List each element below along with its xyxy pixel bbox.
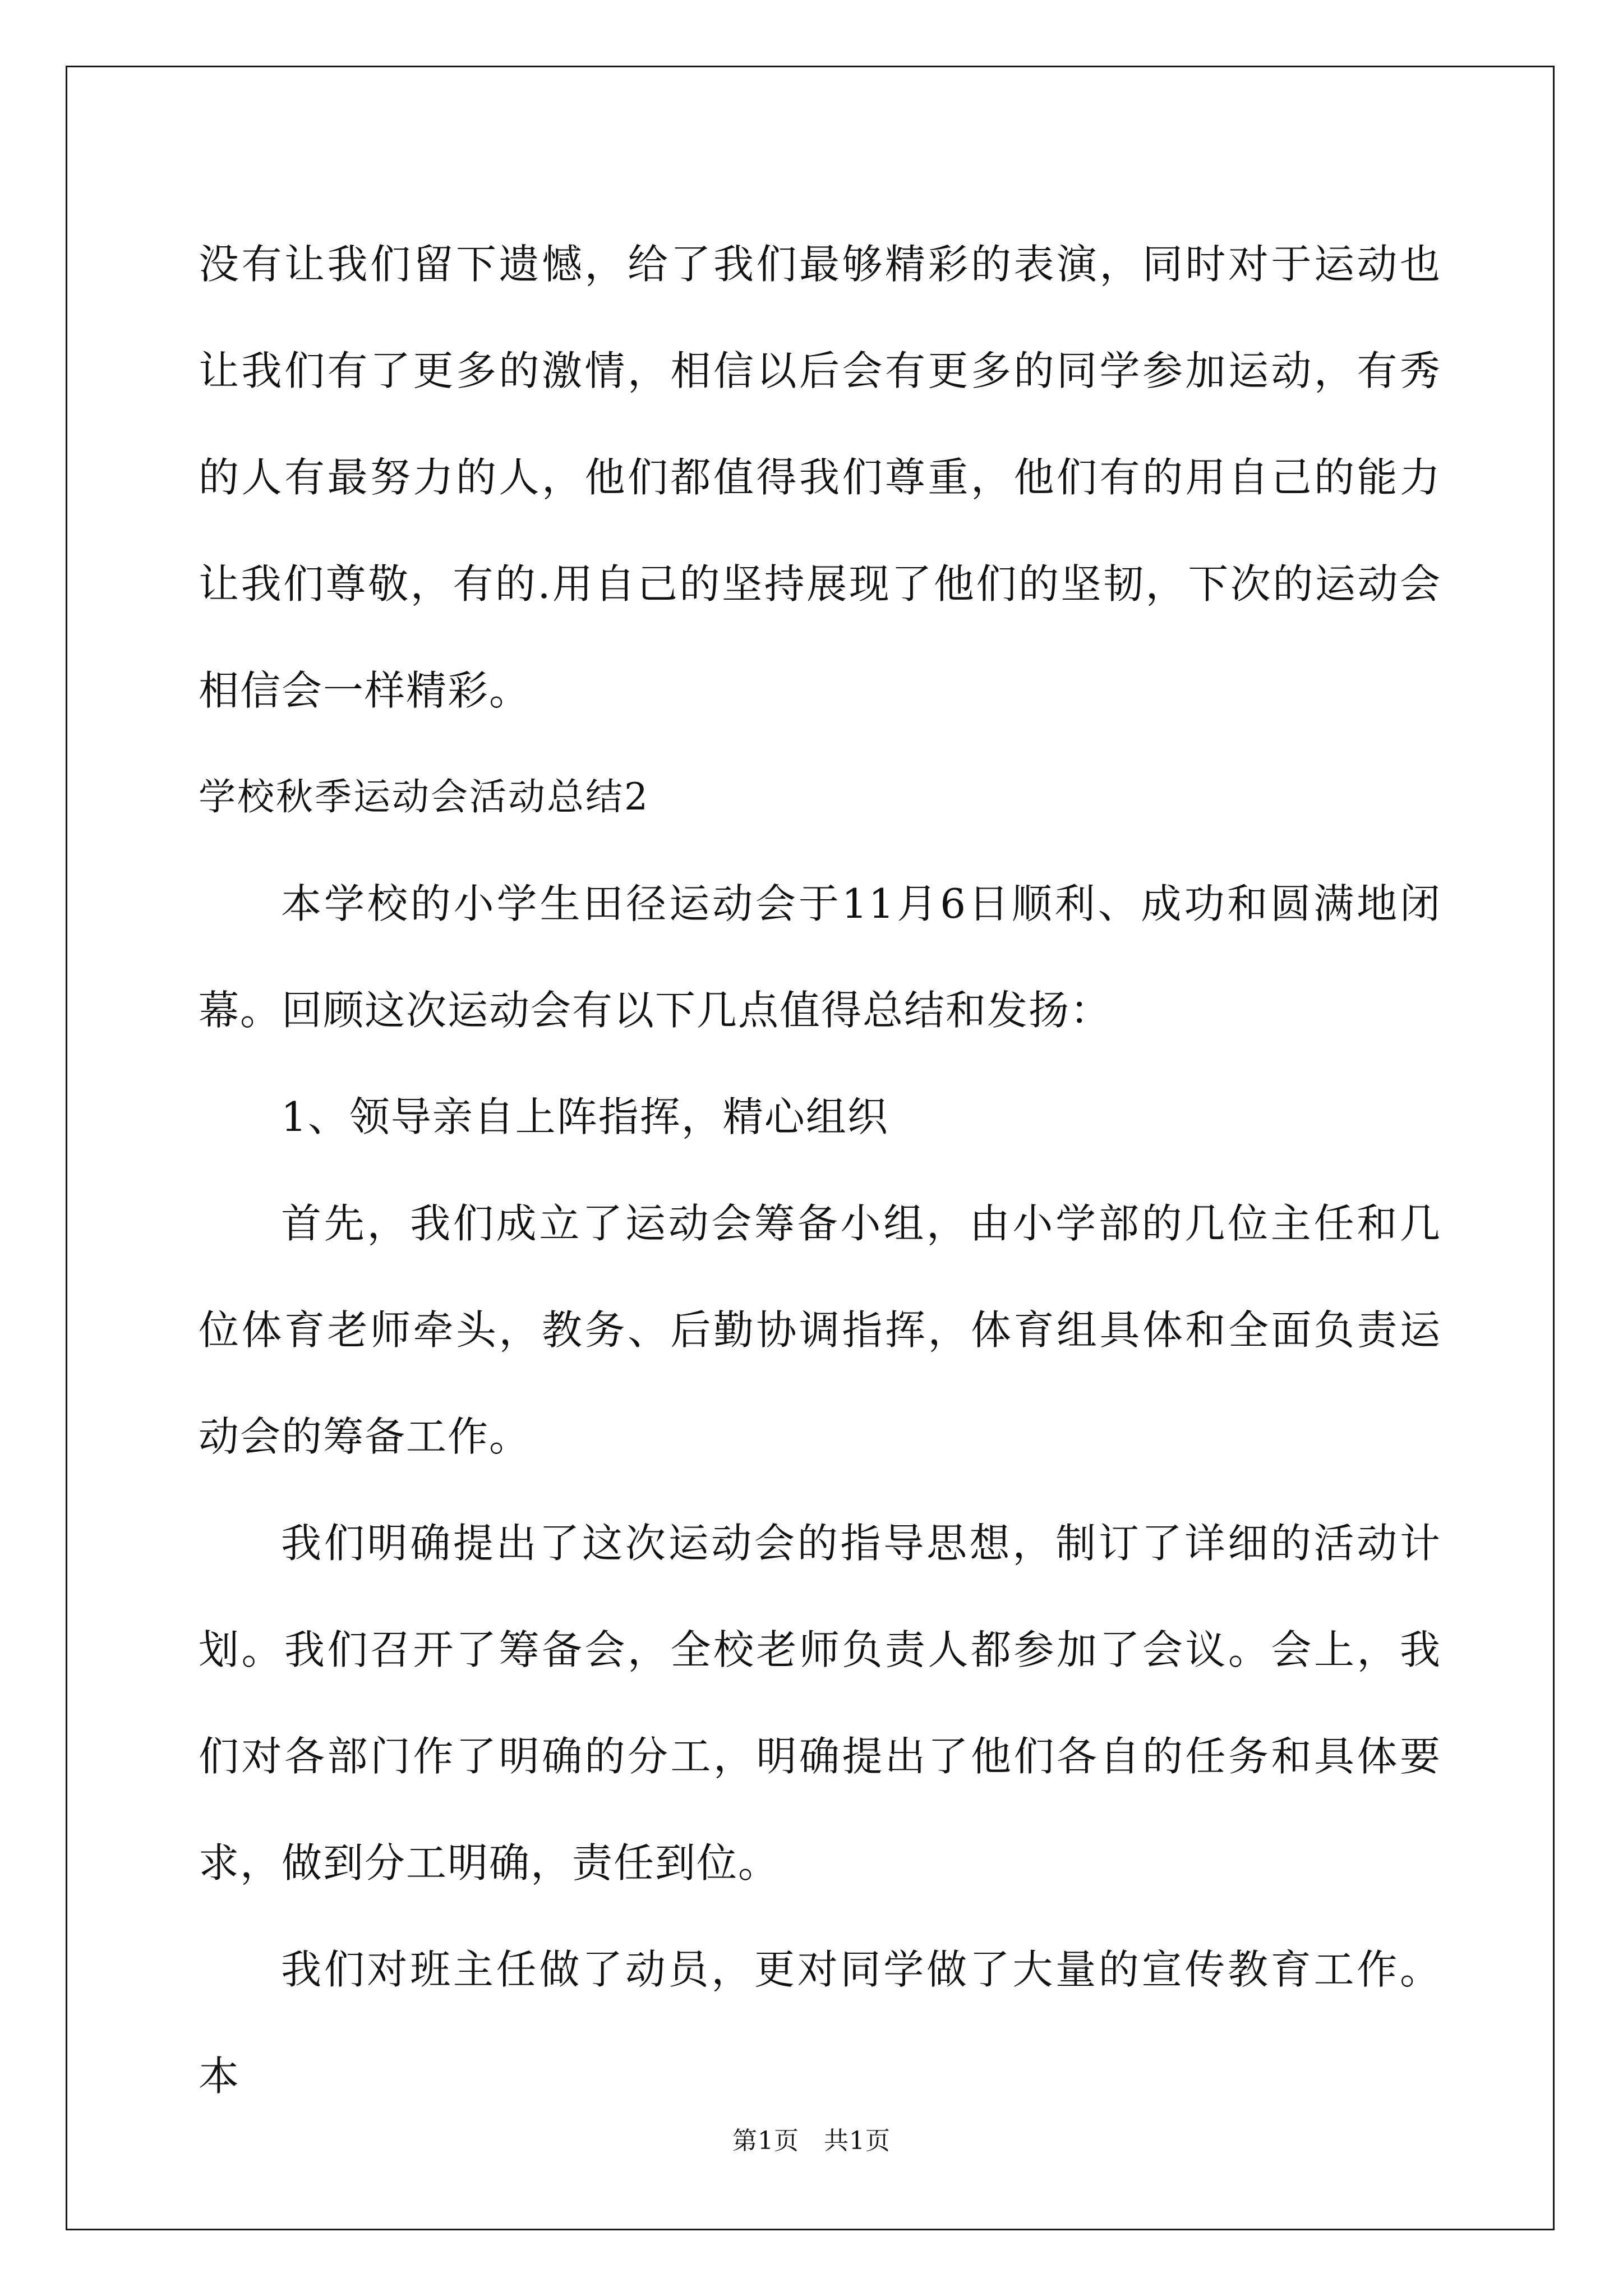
document-body	[199, 211, 1441, 2129]
paragraph-continuation: 没有让我们留下遗憾，给了我们最够精彩的表演，同时对于运动也让我们有了更多的激情，相信以后会有更多的同学参加运动，有秀的人有最努力的人，他们都值得我们尊重，他们有的用自己的能力让我们尊敬，有的.用自己的坚持展现了他们的坚韧，下次的运动会相信会一样精彩。	[199, 241, 1441, 714]
paragraph: 首先，我们成立了运动会筹备小组，由小学部的几位主任和几位体育老师牵头，教务、后勤协调指挥，体育组具体和全面负责运动会的筹备工作。	[199, 1200, 1441, 1460]
page-number: 第1页	[732, 2127, 799, 2155]
paragraph: 我们对班主任做了动员，更对同学做了大量的宣传教育工作。本	[199, 1946, 1441, 2100]
page-footer	[0, 2120, 1623, 2156]
list-item-heading: 1、领导亲自上阵指挥，精心组织	[281, 1093, 889, 1140]
page-total: 共1页	[824, 2127, 891, 2155]
paragraph: 我们明确提出了这次运动会的指导思想，制订了详细的活动计划。我们召开了筹备会，全校老师负责人都参加了会议。会上，我们对各部门作了明确的分工，明确提出了他们各自的任务和具体要求，做到分工明确，责任到位。	[199, 1520, 1441, 1887]
section-heading: 学校秋季运动会活动总结2	[199, 775, 649, 818]
paragraph-intro: 本学校的小学生田径运动会于11月6日顺利、成功和圆满地闭幕。回顾这次运动会有以下几点值得总结和发扬：	[199, 880, 1441, 1034]
